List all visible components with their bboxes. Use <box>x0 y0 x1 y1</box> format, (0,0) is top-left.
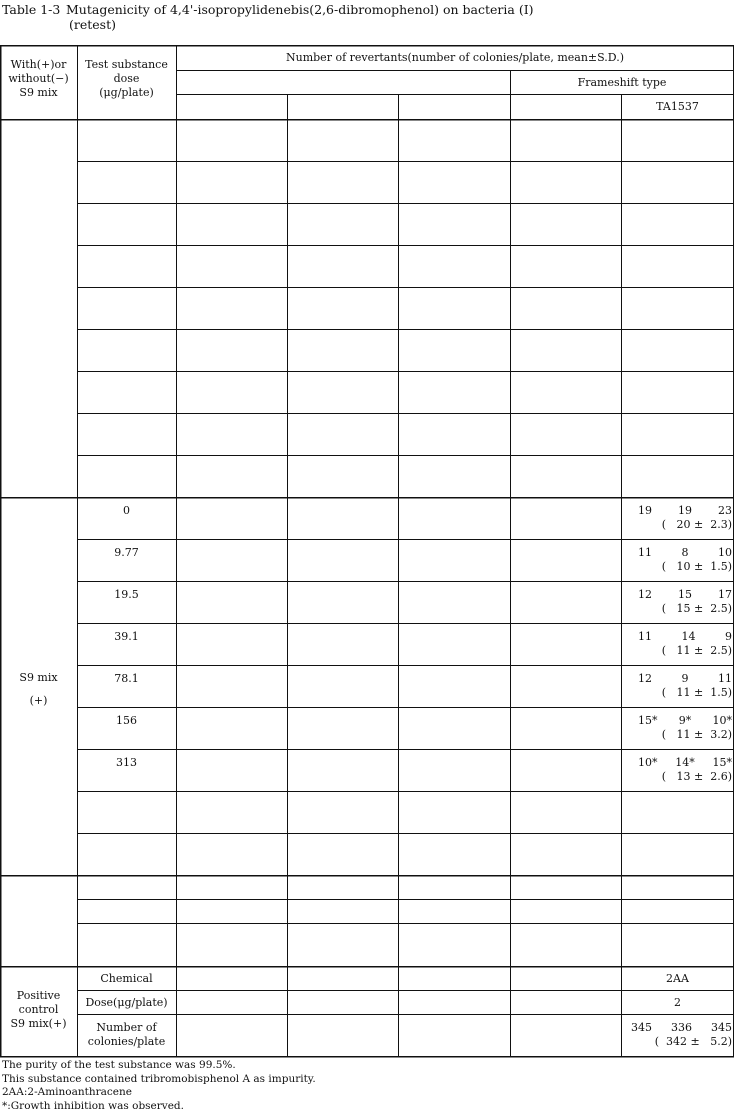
mean-sd: ( 10 ± 1.5) <box>661 560 732 573</box>
footnote: *:Growth inhibition was observed. <box>2 1099 184 1112</box>
footnote: This substance contained tribromobisphenol A as impurity. <box>2 1072 316 1085</box>
colony-counts: 19 19 23 ( 20 ± 2.3) <box>638 504 732 531</box>
header-revertants: Number of revertants(number of colonies/plate, mean±S.D.) <box>286 51 624 64</box>
table-title-text: Mutagenicity of 4,4'-isopropylidenebis(2,6-dibromophenol) on bacteria (I) <box>66 2 534 17</box>
footnote: The purity of the test substance was 99.5%. <box>2 1059 236 1071</box>
table-number: Table 1-3 <box>2 2 61 17</box>
mean-sd: ( 15 ± 2.5) <box>661 602 732 615</box>
table-subtitle: (retest) <box>69 17 116 32</box>
mean-sd: ( 13 ± 2.6) <box>661 770 732 783</box>
chemical-value: 2AA <box>666 972 689 985</box>
dose-cell: 0 <box>123 504 130 517</box>
header-strain: TA1537 <box>656 100 699 113</box>
dose-cell: 19.5 <box>114 588 139 601</box>
header-dose-column: Test substance dose (μg/plate) <box>85 58 168 99</box>
mean-sd: ( 11 ± 2.5) <box>661 644 732 657</box>
chemical-label: Chemical <box>100 972 153 985</box>
header-frameshift: Frameshift type <box>577 76 667 89</box>
positive-control-counts: 345 336 345 ( 342 ± 5.2) <box>631 1021 732 1048</box>
positive-control-label: Positive control S9 mix(+) <box>10 989 67 1030</box>
dose-cell: 78.1 <box>114 672 139 685</box>
colony-counts: 11 8 10 ( 10 ± 1.5) <box>638 546 732 573</box>
footnotes <box>2 1059 316 1113</box>
colony-counts: 10* 14* 15* ( 13 ± 2.6) <box>638 756 732 783</box>
mean-sd: ( 11 ± 1.5) <box>661 686 732 699</box>
dose-cell: 156 <box>116 714 137 727</box>
colonies-label: Number of colonies/plate <box>87 1021 166 1048</box>
dose-cell: 9.77 <box>114 546 139 559</box>
s9-group-label: S9 mix (+) <box>19 671 58 707</box>
dose-cell: 313 <box>116 756 137 769</box>
dose-label: Dose(μg/plate) <box>85 996 168 1009</box>
footnote: 2AA:2-Aminoanthracene <box>2 1086 132 1098</box>
colony-counts: 11 14 9 ( 11 ± 2.5) <box>638 630 732 657</box>
colony-counts: 12 9 11 ( 11 ± 1.5) <box>638 672 732 699</box>
mean-sd: ( 342 ± 5.2) <box>654 1035 732 1048</box>
mean-sd: ( 11 ± 3.2) <box>661 728 732 741</box>
colony-counts: 12 15 17 ( 15 ± 2.5) <box>638 588 732 615</box>
dose-value: 2 <box>674 996 681 1009</box>
mean-sd: ( 20 ± 2.3) <box>661 518 732 531</box>
dose-cell: 39.1 <box>114 630 139 643</box>
colony-counts: 15* 9* 10* ( 11 ± 3.2) <box>638 714 732 741</box>
header-s9-column: With(+)or without(−) S9 mix <box>8 58 69 99</box>
